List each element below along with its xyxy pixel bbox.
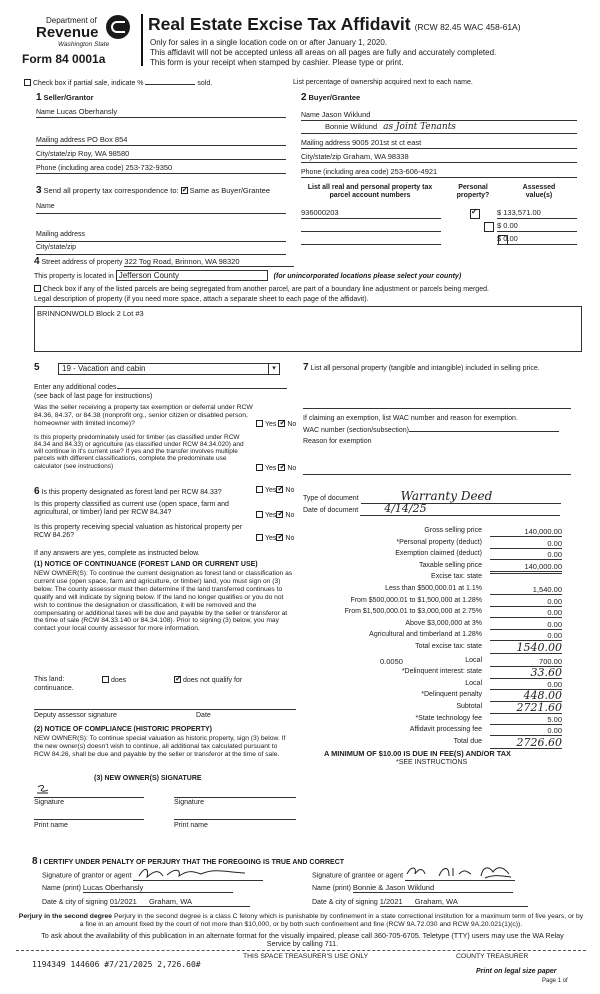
- current-use-no-checkbox[interactable]: [276, 511, 283, 518]
- tax-row: [300, 668, 570, 679]
- parcel-row-2: [301, 221, 441, 232]
- tax-row: [300, 539, 570, 550]
- buyer-name1-field[interactable]: Jason Wiklund: [321, 110, 371, 119]
- corr-mail-row: Mailing address: [36, 231, 286, 242]
- grantee-print-row: Name (print) Bonnie & Jason Wiklund: [312, 883, 513, 893]
- treasurer-only: THIS SPACE TREASURER'S USE ONLY: [243, 953, 369, 960]
- tax-row-label: Total due: [453, 737, 482, 745]
- tax-row-label: *Delinquent interest: state: [401, 668, 482, 676]
- assessed-value-3[interactable]: $ 0.00: [497, 234, 518, 243]
- header-divider: [141, 14, 143, 66]
- buyer-phone-field[interactable]: 253-606-4921: [390, 167, 438, 176]
- partial-sale: Check box if partial sale, indicate % sold.: [24, 79, 212, 88]
- print-name-label-1: Print name: [34, 822, 68, 829]
- personal-col-header: Personal property?: [456, 184, 490, 200]
- certify-section: [32, 856, 582, 920]
- grantor-print-name[interactable]: Lucas Oberhansly: [83, 883, 233, 893]
- print-name-line-1[interactable]: [34, 809, 144, 820]
- tax-row-label: *Personal property (deduct): [396, 538, 482, 546]
- land-use-section: 5 19 - Vacation and cabin ▾ Enter any additional codes (see back of last page for instructions) Was the seller receiving a property tax exemption or deferral under RCW 84.36, 84.37, or 84.38 (nonprofit org., senior citizen or disabled person, homeowner with limited income)? Yes ✓ No Is this property predominately used for timber (as classified under RCW 84.34 and 84.33) or agriculture (as classified under RCW 84.34.020) and will continue in it's current use? If yes and the transfer involves multiple parcels with different classifications, complete the predominate use calculator (see instructions) Yes ✓ No: [34, 362, 296, 457]
- historic-no-checkbox[interactable]: [276, 534, 283, 541]
- print-name-label-2: Print name: [174, 822, 208, 829]
- forest-q1: 6 Is this property designated as forest land per RCW 84.33? Yes✓ No: [34, 486, 296, 498]
- partial-sale-checkbox[interactable]: [24, 79, 31, 86]
- correspondence-heading: 3 Send all property tax correspondence to: ✓ Same as Buyer/Grantee: [36, 185, 286, 197]
- wa-logo-icon: [106, 15, 130, 39]
- ownership-note: List percentage of ownership acquired next to each name.: [293, 79, 473, 86]
- new-owner-sig-line-1[interactable]: [34, 786, 144, 798]
- parcel-col-header: List all real and personal property tax parcel account numbers: [307, 184, 433, 200]
- buyer-name2-row: [301, 122, 577, 134]
- notice2-title: (2) NOTICE OF COMPLIANCE (HISTORIC PROPERTY): [34, 726, 212, 733]
- segregated-row: Check box if any of the listed parcels are being segregated from another parcel, are part of a boundary line adjustment or parcels being merged.: [34, 285, 489, 294]
- tax-row: [300, 562, 570, 573]
- seller-heading: 1 Seller/Grantor: [36, 92, 94, 103]
- tax-row-label: From $500,000.01 to $1,500,000 at 1.28%: [350, 596, 482, 604]
- forest-no-checkbox[interactable]: [276, 486, 283, 493]
- parcel-row-3: [301, 234, 441, 245]
- assessed-value-2[interactable]: $ 0.00: [497, 221, 518, 230]
- print-name-line-2[interactable]: [174, 809, 296, 820]
- tax-row: [300, 608, 570, 619]
- tax-row: [300, 715, 570, 726]
- form-number: Form 84 0001a: [22, 52, 106, 66]
- signature-label-2: Signature: [174, 799, 204, 806]
- personal-property-section: [303, 362, 581, 515]
- tax-row-label: Agricultural and timberland at 1.28%: [369, 631, 482, 639]
- buyer-city-row: City/state/zip Graham, WA 98338: [301, 152, 577, 163]
- this-land-row: This land: does ✓ does not qualify for continuance.: [34, 676, 296, 694]
- corr-city-row: City/state/zip: [36, 244, 286, 255]
- tax-row-label: From $1,500,000.01 to $3,000,000 at 2.75%: [344, 608, 482, 616]
- tax-row-label: Total excise tax: state: [415, 643, 482, 650]
- personal-property-checkbox-1[interactable]: [470, 209, 480, 219]
- tax-row-label: Taxable selling price: [418, 561, 482, 569]
- title-text: Real Estate Excise Tax Affidavit: [148, 14, 411, 34]
- assessed-row-2: [497, 221, 577, 232]
- assessed-row-1: [497, 208, 577, 219]
- forest-q3: Is this property receiving special valuation as historical property per RCW 84.26? Yes✓ No: [34, 524, 296, 541]
- footer-rule: [16, 950, 586, 951]
- exemption-yes-checkbox[interactable]: [256, 420, 263, 427]
- codes-note: (see back of last page for instructions): [34, 393, 153, 400]
- header-note3: This form is your receipt when stamped by cashier. Please type or print.: [150, 58, 404, 67]
- legal-description-field[interactable]: BRINNONWOLD Block 2 Lot #3: [34, 306, 582, 352]
- reason-label: Reason for exemption: [303, 438, 372, 445]
- seller-city-field[interactable]: Roy, WA 98580: [78, 149, 130, 158]
- tax-row: [300, 703, 570, 714]
- forest-yes-checkbox[interactable]: [256, 486, 263, 493]
- grantor-sig-row: Signature of grantor or agent: [42, 870, 263, 881]
- grantor-date[interactable]: 01/2021 Graham, WA: [110, 897, 250, 907]
- tax-row-value[interactable]: 1,540.00: [490, 585, 562, 595]
- tax-row-value[interactable]: 140,000.00: [490, 527, 562, 537]
- sec7-heading: 7 List all personal property (tangible and intangible) included in selling price.: [303, 362, 540, 373]
- tax-row-label: Affidavit processing fee: [409, 726, 482, 734]
- timber-no-checkbox[interactable]: [278, 464, 285, 471]
- tax-row-label: Above $3,000,000 at 3%: [405, 619, 482, 627]
- buyer-name-row: Name Jason Wiklund: [301, 110, 577, 121]
- forest-section: [34, 486, 296, 856]
- street-address-field[interactable]: 322 Tog Road, Brinnon, WA 98320: [124, 257, 294, 267]
- dept-line1: Department of: [46, 16, 97, 25]
- buyer-mail-row: Mailing address 9005 201st st ct east: [301, 138, 577, 149]
- seller-mail-row: Mailing address PO Box 854: [36, 135, 286, 146]
- doc-type-row: Type of document Warranty Deed: [303, 489, 561, 504]
- buyer-joint-tenants: as Joint Tenants: [383, 122, 456, 132]
- tax-row: [300, 550, 570, 561]
- page-number: Page 1 of: [542, 978, 568, 984]
- notice1-title: (1) NOTICE OF CONTINUANCE (FOREST LAND OR CURRENT USE): [34, 561, 258, 568]
- doc-date-row: Date of document 4/14/25: [303, 502, 560, 516]
- grantee-sig-row: Signature of grantee or agent: [312, 870, 515, 881]
- parcel-row-1: [301, 208, 441, 219]
- correspondence-section: [36, 185, 286, 255]
- street-row: 4 Street address of property 322 Tog Road, Brinnon, WA 98320: [34, 256, 294, 268]
- additional-codes-row: Enter any additional codes: [34, 384, 287, 392]
- tax-row: [300, 735, 570, 749]
- tax-row-label: Subtotal: [456, 703, 482, 710]
- buyer-name2-field[interactable]: Bonnie Wiklund: [325, 122, 378, 131]
- tax-row: [300, 527, 570, 538]
- tax-row: [300, 573, 570, 584]
- seller-section: [36, 92, 286, 180]
- tax-row-label: Gross selling price: [424, 527, 482, 534]
- exempt-label: If claiming an exemption, list WAC number and reason for exemption.: [303, 415, 518, 422]
- exemption-no-checkbox[interactable]: [278, 420, 285, 427]
- tax-row-value[interactable]: 2726.60: [490, 738, 562, 749]
- doc-type-field[interactable]: Warranty Deed: [361, 489, 561, 504]
- certify-heading: 8 I CERTIFY UNDER PENALTY OF PERJURY THAT THE FOREGOING IS TRUE AND CORRECT: [32, 856, 345, 867]
- land-use-select[interactable]: 19 - Vacation and cabin ▾: [58, 363, 280, 375]
- header-note1: Only for sales in a single location code on or after January 1, 2020.: [150, 38, 388, 47]
- buyer-section: [301, 92, 577, 182]
- does-not-qualify-checkbox[interactable]: [174, 676, 181, 683]
- new-owner-sig-line-2[interactable]: [174, 786, 296, 798]
- dept-line3: Washington State: [58, 41, 110, 48]
- grantee-date-row: Date & city of signing 1/2021 Graham, WA: [312, 897, 528, 907]
- tax-row: [300, 643, 570, 654]
- local-value[interactable]: 700.00: [490, 657, 562, 667]
- buyer-mail-field[interactable]: 9005 201st st ct east: [351, 138, 422, 147]
- notice2-body: NEW OWNER(S): To continue special valuation as historic property, sign (3) below. If the new owner(s) doesn't wish to continue, all additional tax calculated pursuant to RCW 84.26, shall be due and payable by the seller or transferor at the time of sale.: [34, 735, 286, 758]
- alt-format-notice: To ask about the availability of this publication in an alternate format for the visually impaired, please call 360-705-6705. Teletype (TTY) users may use the WA Relay Service by calling 711.: [41, 931, 564, 949]
- county-select[interactable]: Jefferson County: [116, 270, 268, 281]
- tax-row-value[interactable]: 0.00: [490, 620, 562, 630]
- tax-row-label: Local: [465, 679, 482, 687]
- segregated-checkbox[interactable]: [34, 285, 41, 292]
- signature-label-1: Signature: [34, 799, 64, 806]
- tax-row-value[interactable]: [490, 573, 562, 574]
- cashier-stamp: 1194349 144606 #7/21/2025 2,726.60#: [32, 960, 201, 969]
- seller-city-row: City/state/zip Roy, WA 98580: [36, 149, 286, 160]
- seller-phone-field[interactable]: 253-732-9350: [125, 163, 173, 172]
- tax-row-value[interactable]: 0.00: [490, 726, 562, 736]
- legal-paper-note: Print on legal size paper: [476, 968, 557, 975]
- seller-name-row: Name Lucas Oberhansly: [36, 107, 286, 118]
- dept-line2: Revenue: [36, 24, 99, 41]
- notice3-title: (3) NEW OWNER(S) SIGNATURE: [94, 775, 202, 782]
- page-title: [148, 14, 521, 35]
- buyer-phone-row: Phone (including area code) 253-606-4921: [301, 167, 577, 178]
- tax-row-value[interactable]: 0.00: [490, 608, 562, 618]
- tax-row-label: *Delinquent penalty: [421, 691, 482, 699]
- seller-mail-field[interactable]: PO Box 854: [86, 135, 128, 144]
- title-statute: (RCW 82.45 WAC 458-61A): [414, 22, 521, 32]
- seller-phone-row: Phone (including area code) 253-732-9350: [36, 163, 286, 174]
- notice1-body: NEW OWNER(S): To continue the current designation as forest land or classification as current use (open space, farm and agriculture, or timber) land, you must sign on (3) below. The county assessor must then determine if the land transferred continues to qualify and will indicate by signing below. If the land no longer qualifies or you do not wish to continue the designation or classification, it will be removed and the compensating or additional taxes will be due and payable by the seller or transferor at the time of sale (RCW 84.33.140 or 84.34.108). Prior to signing (3) below, you may contact your local county assessor for more information.: [34, 570, 293, 633]
- forest-q2: Is this property classified as current use (open space, farm and agricultural, or timber) land per RCW 84.34? Yes✓ No: [34, 501, 296, 518]
- grantor-signature[interactable]: [133, 870, 263, 881]
- seller-name-field[interactable]: Lucas Oberhansly: [56, 107, 118, 116]
- local-tax-row: [300, 657, 570, 668]
- corr-name-row: Name: [36, 203, 286, 214]
- tax-row-value[interactable]: 140,000.00: [490, 562, 562, 572]
- tax-row-value[interactable]: 0.00: [490, 539, 562, 549]
- wac-row: WAC number (section/subsection): [303, 427, 559, 435]
- see-instructions: *SEE INSTRUCTIONS: [396, 759, 468, 767]
- parcel-table: [301, 184, 577, 250]
- grantee-signature-scribble: [405, 864, 515, 880]
- minimum-note: A MINIMUM OF $10.00 IS DUE IN FEE(S) AND/OR TAX: [324, 749, 511, 759]
- tax-row-value[interactable]: 1540.00: [490, 643, 562, 654]
- tax-row-label: *State technology fee: [415, 714, 482, 722]
- timber-question: Is this property predominately used for timber (as classified under RCW 84.34 and 84.33) or agriculture (as classified under RCW 84.34.020) and will continue in it's current use? If yes and the transfer involves multiple parcels with different classifications, complete the predominate use calculator (see instructions) Yes ✓ No: [34, 434, 296, 470]
- chevron-down-icon[interactable]: ▾: [268, 364, 279, 374]
- tax-row-value[interactable]: 0.00: [490, 550, 562, 560]
- exemption-question: Was the seller receiving a property tax exemption or deferral under RCW 84.36, 84.37, or 84.38 (nonprofit org., senior citizen or disabled person, homeowner with limited income)? Yes ✓ No: [34, 404, 296, 428]
- perjury-notice: Perjury in the second degree Perjury in the second degree is a class C felony which is punishable by confinement in a state correctional institution for a maximum term of five years, or by a fine in an amount fixed by the court of not more than $10,000, or by both such confinement and fine (RCW 9A.72.030 and RCW 9A.20.021(1)(c)).: [18, 913, 584, 928]
- tax-row-value[interactable]: 33.60: [490, 668, 562, 679]
- personal-property-line[interactable]: [303, 398, 571, 409]
- buyer-heading: 2 Buyer/Grantee: [301, 92, 361, 103]
- timber-yes-checkbox[interactable]: [256, 464, 263, 471]
- tax-row-value[interactable]: 448.00: [490, 691, 562, 702]
- deputy-date-label: Date: [196, 712, 211, 719]
- tax-row-value[interactable]: 5.00: [490, 715, 562, 725]
- tax-row: [300, 620, 570, 631]
- tax-row-value[interactable]: 0.00: [490, 680, 562, 690]
- grantee-date[interactable]: 1/2021 Graham, WA: [380, 897, 528, 907]
- tax-row: [300, 585, 570, 596]
- tax-row-value[interactable]: 0.00: [490, 597, 562, 607]
- buyer-city-field[interactable]: Graham, WA 98338: [343, 152, 409, 161]
- doc-date-field[interactable]: 4/14/25: [360, 502, 560, 516]
- reason-line[interactable]: [303, 464, 571, 475]
- historic-yes-checkbox[interactable]: [256, 534, 263, 541]
- assessed-row-3: [497, 234, 577, 245]
- tax-row: [300, 597, 570, 608]
- local-label: Local: [465, 656, 482, 664]
- personal-property-checkbox-2[interactable]: [484, 222, 494, 232]
- legal-label: Legal description of property (if you need more space, attach a separate sheet to each page of the affidavit).: [34, 296, 369, 303]
- grantor-date-row: Date & city of signing 01/2021 Graham, WA: [42, 897, 250, 907]
- deputy-signature-line[interactable]: [34, 698, 296, 710]
- county-row: This property is located in Jefferson County (for unincorporated locations please select your county): [34, 271, 462, 280]
- local-rate: 0.0050: [380, 656, 403, 666]
- tax-row-value[interactable]: 2721.60: [490, 703, 562, 714]
- current-use-yes-checkbox[interactable]: [256, 511, 263, 518]
- tax-row-label: Less than $500,000.01 at 1.1%: [385, 585, 482, 592]
- does-qualify-checkbox[interactable]: [102, 676, 109, 683]
- tax-row-label: Excise tax: state: [431, 573, 482, 581]
- tax-row-label: Exemption claimed (deduct): [395, 550, 482, 558]
- forest-intro: If any answers are yes, complete as instructed below.: [34, 550, 200, 557]
- grantor-signature-scribble: [135, 866, 255, 880]
- assessed-col-header: Assessed value(s): [522, 184, 556, 200]
- grantee-signature[interactable]: [405, 870, 515, 881]
- tax-row-value[interactable]: 0.00: [490, 631, 562, 641]
- grantee-print-name[interactable]: Bonnie & Jason Wiklund: [353, 883, 513, 893]
- county-treasurer: COUNTY TREASURER: [456, 953, 529, 960]
- parcel-number-1[interactable]: 936000203: [301, 208, 339, 217]
- header-note2: This affidavit will not be accepted unless all areas on all pages are fully and accurately completed.: [150, 48, 497, 57]
- deputy-label: Deputy assessor signature: [34, 712, 117, 719]
- assessed-value-1[interactable]: $ 133,571.00: [497, 208, 541, 217]
- grantor-print-row: Name (print) Lucas Oberhansly: [42, 883, 233, 893]
- same-as-buyer-checkbox[interactable]: [181, 187, 188, 194]
- property-section: [34, 256, 582, 356]
